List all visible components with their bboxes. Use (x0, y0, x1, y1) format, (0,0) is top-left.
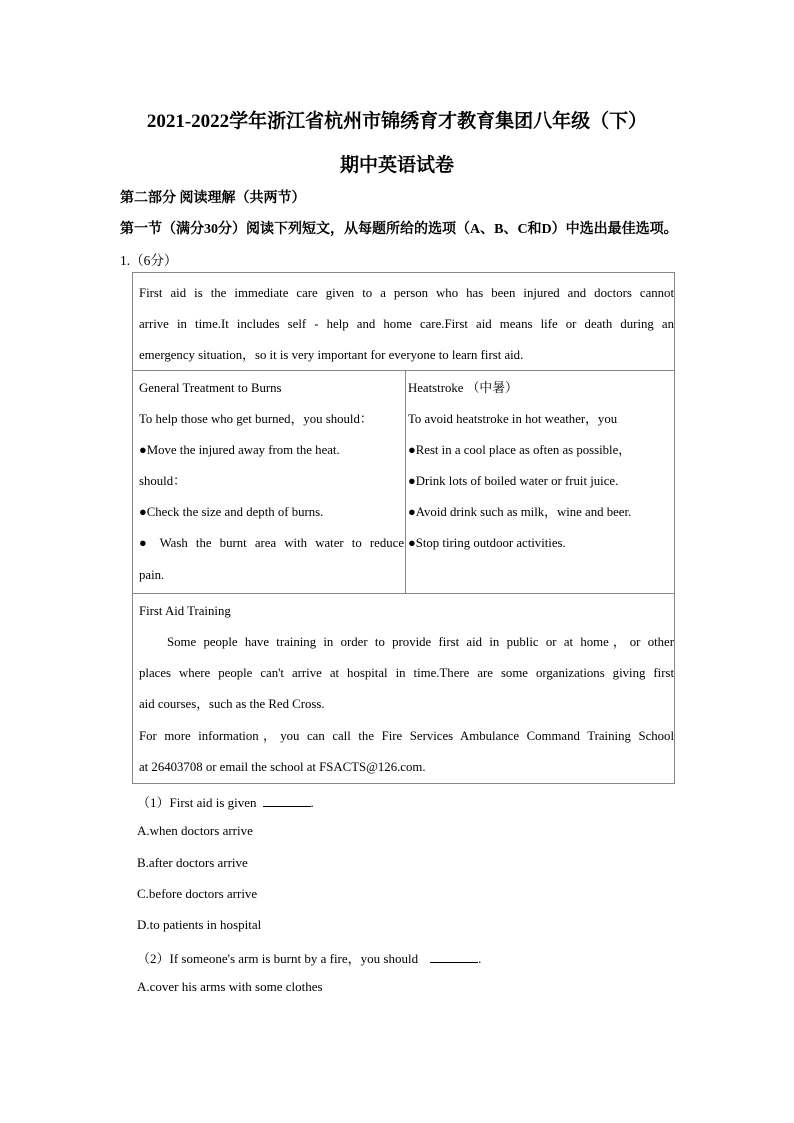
training-line: For more information，you can call the Fire Services Ambulance Command Training School (139, 729, 674, 743)
question-number: 1.（6分） (120, 253, 178, 268)
burns-line: should： (139, 474, 186, 488)
heatstroke-line: ●Drink lots of boiled water or fruit juice. (408, 474, 619, 488)
answer-blank (430, 952, 478, 963)
heatstroke-line: To avoid heatstroke in hot weather，you (408, 412, 618, 426)
heatstroke-section (406, 371, 674, 593)
heatstroke-line: ●Avoid drink such as milk，wine and beer. (408, 505, 632, 519)
option-a: A.cover his arms with some clothes (137, 979, 323, 994)
option-c: C.before doctors arrive (137, 886, 258, 901)
burns-line: ●Check the size and depth of burns. (139, 505, 324, 519)
training-heading: First Aid Training (139, 604, 231, 618)
burns-section (133, 371, 406, 593)
question-2-stem (137, 948, 481, 967)
question-stem-text: （2）If someone's arm is burnt by a fire，you should (137, 951, 419, 966)
page-subtitle: 期中英语试卷 (339, 155, 454, 176)
intro-line: emergency situation，so it is very important for everyone to learn first aid. (139, 348, 524, 362)
option-d: D.to patients in hospital (137, 917, 262, 932)
training-section (133, 594, 674, 783)
question-1-stem (137, 792, 314, 811)
burns-line: To help those who get burned，you should： (139, 412, 373, 426)
intro-line: arrive in time.It includes self - help and home care.First aid means life or death during an (139, 317, 674, 331)
training-line: aid courses，such as the Red Cross. (139, 697, 325, 711)
section-part-heading: 第二部分 阅读理解（共两节） (120, 191, 306, 206)
option-b: B.after doctors arrive (137, 855, 248, 870)
training-line: Some people have training in order to provide first aid in public or at home，or other (167, 635, 674, 649)
heatstroke-line: ●Stop tiring outdoor activities. (408, 536, 566, 550)
passage-intro (133, 273, 674, 371)
training-line: places where people can't arrive at hospital in time.There are some organizations giving first (139, 666, 674, 680)
burns-line: ● Wash the burnt area with water to reduce (139, 536, 404, 550)
heatstroke-line: ●Rest in a cool place as often as possible， (408, 443, 632, 457)
page-title: 2021-2022学年浙江省杭州市锦绣育才教育集团八年级（下） (146, 111, 648, 132)
question-stem-text: （1）First aid is given (137, 795, 257, 810)
training-line: at 26403708 or email the school at FSACTS@126.com. (139, 760, 426, 774)
heatstroke-heading: Heatstroke （中暑） (408, 381, 518, 395)
blank-tail: . (310, 795, 314, 810)
passage-columns (133, 371, 674, 594)
burns-line: pain. (139, 568, 165, 582)
intro-line: First aid is the immediate care given to a person who has been injured and doctors cannot (139, 286, 674, 300)
option-a: A.when doctors arrive (137, 823, 253, 838)
reading-passage-box (132, 272, 675, 784)
burns-heading: General Treatment to Burns (139, 381, 282, 395)
burns-line: ●Move the injured away from the heat. (139, 443, 340, 457)
section-instruction: 第一节（满分30分）阅读下列短文，从每题所给的选项（A、B、C和D）中选出最佳选项。 (120, 222, 678, 237)
blank-tail: . (478, 951, 482, 966)
answer-blank (263, 796, 311, 807)
